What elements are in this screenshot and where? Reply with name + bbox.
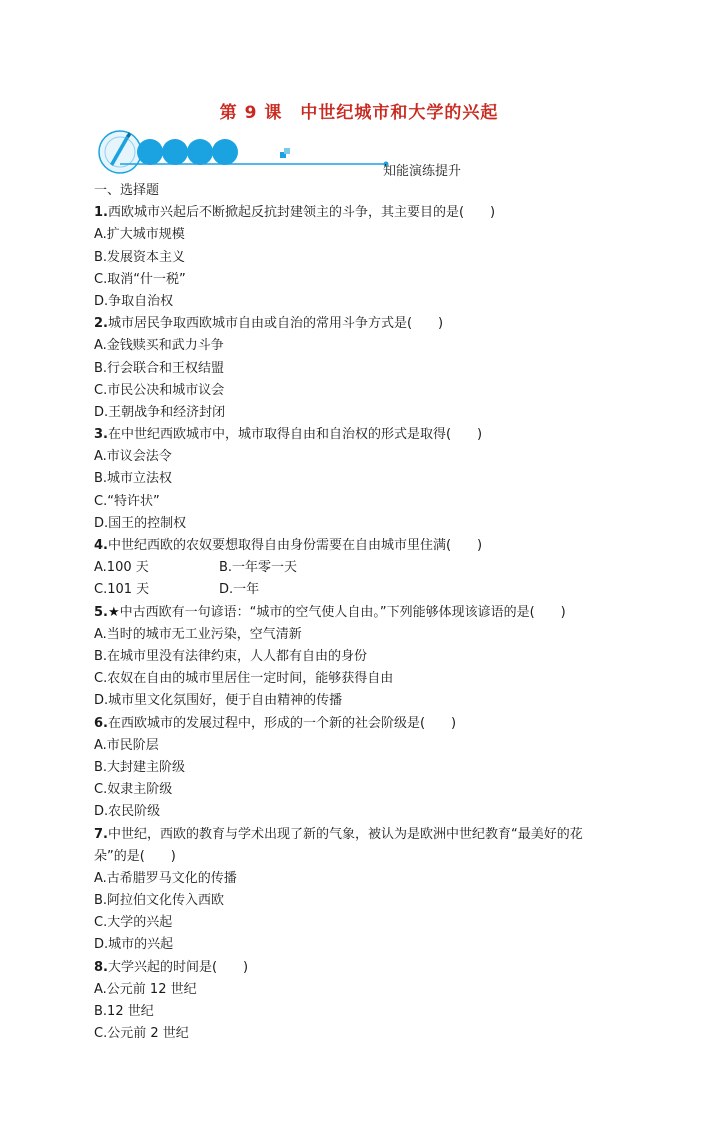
question-number: 8. xyxy=(94,959,108,975)
question-7 xyxy=(94,824,654,846)
question-number: 3. xyxy=(94,427,108,443)
question-6 xyxy=(94,713,654,735)
option-a: A.市民阶层 xyxy=(94,737,159,753)
option-b: B.城市立法权 xyxy=(94,471,173,487)
section-heading: 一、选择题 xyxy=(94,183,160,198)
option-b: B.发展资本主义 xyxy=(94,249,186,265)
option-d: D.争取自治权 xyxy=(94,293,174,309)
option-a: A.当时的城市无工业污染，空气清新 xyxy=(94,626,302,642)
question-stem: 西欧城市兴起后不断掀起反抗封建领主的斗争，其主要目的是( ) xyxy=(107,205,496,221)
page-title: 第 9 课 中世纪城市和大学的兴起 xyxy=(219,103,499,123)
option-d: D.一年 xyxy=(219,582,260,598)
question-stem: 大学兴起的时间是( ) xyxy=(107,959,249,975)
banner-circles xyxy=(137,139,238,165)
question-number: 5. xyxy=(94,604,108,620)
option-row xyxy=(94,557,654,579)
question-number: 2. xyxy=(94,316,108,332)
banner-label: 知能演练提升 xyxy=(383,164,462,179)
pen-nib-icon xyxy=(99,131,141,173)
option-a: A.市议会法令 xyxy=(94,449,172,465)
option-a: A.金钱赎买和武力斗争 xyxy=(94,338,224,354)
option-a: A.公元前 12 世纪 xyxy=(94,981,197,997)
option-d: D.王朝战争和经济封闭 xyxy=(94,404,226,420)
question-stem: 在中世纪西欧城市中，城市取得自由和自治权的形式是取得( ) xyxy=(107,427,483,443)
option-row xyxy=(94,579,654,601)
option-c: C.奴隶主阶级 xyxy=(94,782,173,798)
question-number: 6. xyxy=(94,715,108,731)
question-stem: 在西欧城市的发展过程中，形成的一个新的社会阶级是( ) xyxy=(107,715,457,731)
option-b: B.大封建主阶级 xyxy=(94,759,186,775)
option-b: B.一年零一天 xyxy=(219,560,298,576)
question-number: 4. xyxy=(94,538,108,554)
option-c: C.取消“什一税” xyxy=(94,271,186,287)
question-number: 7. xyxy=(94,826,108,842)
question-1 xyxy=(94,202,654,224)
question-4 xyxy=(94,535,654,557)
question-5 xyxy=(94,602,654,624)
option-d: D.农民阶级 xyxy=(94,804,161,820)
option-b: B.12 世纪 xyxy=(94,1004,154,1020)
option-c: C.大学的兴起 xyxy=(94,915,173,931)
option-a: A.古希腊罗马文化的传播 xyxy=(94,870,237,886)
option-d: D.国王的控制权 xyxy=(94,515,187,531)
question-stem: 城市居民争取西欧城市自由或自治的常用斗争方式是( ) xyxy=(107,316,444,332)
banner-squares xyxy=(280,148,290,158)
question-list xyxy=(94,180,654,1045)
option-c: C.101 天 xyxy=(94,582,150,598)
option-b: B.行会联合和王权结盟 xyxy=(94,360,225,376)
option-b: B.阿拉伯文化传入西欧 xyxy=(94,893,225,909)
star-icon: ★ xyxy=(107,604,120,620)
option-a: A.100 天 xyxy=(94,560,149,576)
question-stem: 中古西欧有一句谚语：“城市的空气使人自由。”下列能够体现该谚语的是( ) xyxy=(119,604,566,620)
option-c: C.公元前 2 世纪 xyxy=(94,1026,189,1042)
option-c: C.农奴在自由的城市里居住一定时间，能够获得自由 xyxy=(94,671,394,687)
option-d: D.城市的兴起 xyxy=(94,937,174,953)
question-number: 1. xyxy=(94,205,108,221)
option-c: C.“特许状” xyxy=(94,493,160,509)
question-8 xyxy=(94,957,654,979)
option-d: D.城市里文化氛围好，便于自由精神的传播 xyxy=(94,693,343,709)
option-a: A.扩大城市规模 xyxy=(94,227,185,243)
question-stem-continued: 朵”的是( ) xyxy=(94,848,176,864)
option-b: B.在城市里没有法律约束，人人都有自由的身份 xyxy=(94,649,368,665)
question-stem: 中世纪，西欧的教育与学术出现了新的气象，被认为是欧洲中世纪教育“最美好的花 xyxy=(107,826,583,842)
option-c: C.市民公决和城市议会 xyxy=(94,382,225,398)
question-2 xyxy=(94,313,654,335)
question-stem: 中世纪西欧的农奴要想取得自由身份需要在自由城市里住满( ) xyxy=(107,538,483,554)
question-3 xyxy=(94,424,654,446)
